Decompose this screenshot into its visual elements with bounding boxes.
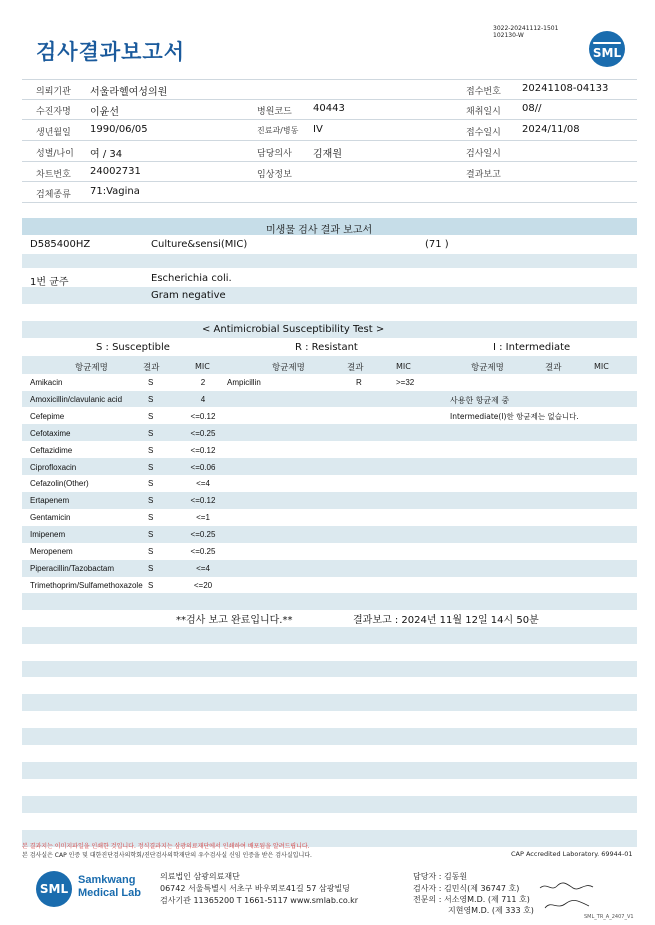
row-band: [22, 560, 637, 577]
mic-value: 4: [200, 394, 206, 404]
divider: [22, 119, 637, 120]
clinical-label: 임상정보: [257, 170, 292, 180]
receipt-no-value: 20241108-04133: [522, 83, 609, 94]
result: S: [148, 445, 154, 455]
specimen-label: 검체종류: [36, 190, 71, 200]
mic-value: <=0.12: [190, 496, 216, 506]
mic-value: <=1: [196, 513, 210, 523]
divider: [22, 79, 637, 80]
staff-specialist: 지현영M.D. (제 333 호): [448, 906, 534, 915]
col-mic: MIC: [195, 362, 210, 371]
mic-value: <=0.25: [190, 428, 216, 438]
row-band: [22, 424, 637, 441]
result: S: [148, 530, 154, 540]
row-band: [22, 287, 637, 304]
print-notice: 본 결과지는 이미지파일을 인쇄한 것입니다. 정식결과지는 삼광의료재단에서 인쇄하여 배포됨을 알려드립니다.: [22, 843, 310, 850]
mic-value: <=0.12: [190, 445, 216, 455]
mic-value: <=0.25: [190, 547, 216, 556]
test-code: D585400HZ: [30, 239, 91, 250]
legend-intermediate: I : Intermediate: [493, 342, 571, 353]
dept-label: 진료과/병동: [257, 126, 299, 135]
legend-susceptible: S : Susceptible: [96, 342, 170, 353]
test-number: (71 ): [425, 239, 449, 250]
drug-name: Ertapenem: [30, 496, 70, 506]
collect-date-label: 채취일시: [466, 107, 501, 117]
col-mic: MIC: [594, 362, 609, 371]
result: S: [148, 563, 154, 573]
row-band: [22, 254, 637, 268]
drug-name: Gentamicin: [30, 513, 71, 523]
row-band: [22, 661, 637, 677]
section-title: 미생물 검사 결과 보고서: [266, 225, 373, 236]
hospital-code-value: 40443: [313, 103, 345, 114]
drug-name: Cefepime: [30, 411, 65, 421]
col-drug: 항균제명: [471, 363, 504, 373]
drug-name: Meropenem: [30, 547, 73, 556]
divider: [22, 161, 637, 162]
drug-name: Amikacin: [30, 378, 63, 387]
drug-name: Cefazolin(Other): [30, 479, 89, 489]
signature-icon: [537, 878, 597, 914]
result: S: [148, 496, 154, 506]
sml-logo: SML: [589, 31, 625, 67]
recipient-value: 이윤선: [90, 107, 119, 118]
mic-value: <=4: [196, 479, 210, 489]
drug-name: Ceftazidime: [30, 445, 73, 455]
result: S: [148, 547, 154, 556]
drug-name: Trimethoprim/Sulfamethoxazole: [30, 580, 143, 590]
address: 06742 서울특별시 서초구 바우뫼로41길 57 삼광빌딩: [160, 884, 350, 893]
drug-name: Amoxicillin/clavulanic acid: [30, 394, 123, 404]
divider: [22, 202, 637, 203]
chart-value: 24002731: [90, 166, 141, 177]
result: S: [148, 580, 154, 590]
result: S: [148, 411, 154, 421]
drug-name: Cefotaxime: [30, 428, 71, 438]
divider: [22, 140, 637, 141]
row-band: [22, 728, 637, 745]
result: S: [148, 428, 154, 438]
report-title: 검사결과보고서: [36, 40, 186, 64]
drug-name: Ampicillin: [227, 378, 261, 387]
ast-title: < Antimicrobial Susceptibility Test >: [202, 324, 385, 335]
row-band: [22, 694, 637, 711]
result: R: [356, 378, 362, 387]
doctor-value: 김재원: [313, 149, 342, 160]
drug-name: Piperacillin/Tazobactam: [30, 563, 115, 573]
receipt-date-value: 2024/11/08: [522, 124, 580, 135]
document-id: 3022-20241112-1501 102130-W: [493, 25, 559, 39]
result: S: [148, 479, 154, 489]
result: S: [148, 462, 154, 472]
birth-value: 1990/06/05: [90, 124, 148, 135]
sex-age-label: 성별/나이: [36, 149, 74, 159]
foundation-name: 의료법인 삼광의료재단: [160, 872, 240, 881]
drug-name: Ciprofloxacin: [30, 462, 77, 472]
collect-date-value: 08//: [522, 103, 542, 114]
result: S: [148, 394, 154, 404]
mic-value: >=32: [396, 378, 415, 387]
divider: [22, 99, 637, 100]
sml-footer-logo: SML: [36, 871, 72, 907]
intermediate-note: Intermediate(I)한 항균제는 없습니다.: [450, 412, 579, 421]
hospital-label: 의뢰기관: [36, 87, 71, 97]
staff-tester: 검사자 : 김민식(제 36747 호): [413, 884, 520, 893]
dept-value: IV: [313, 124, 323, 135]
receipt-no-label: 접수번호: [466, 87, 501, 97]
report-time: 결과보고 : 2024년 11월 12일 14시 50분: [353, 615, 539, 626]
cap-accreditation: CAP Accredited Laboratory. 69944-01: [511, 850, 633, 858]
col-result: 결과: [545, 363, 562, 373]
row-band: [22, 762, 637, 779]
birth-label: 생년월일: [36, 128, 71, 138]
form-code: SML_TR_A_2407_V1: [584, 914, 634, 920]
hospital-code-label: 병원코드: [257, 107, 292, 117]
hospital-value: 서울라헬여성의원: [90, 87, 168, 98]
mic-value: 2: [200, 378, 206, 387]
organism-name: Escherichia coli.: [151, 273, 232, 284]
legend-resistant: R : Resistant: [295, 342, 358, 353]
contact: 검사기관 11365200 T 1661-5117 www.smlab.co.kr: [160, 896, 359, 905]
company-name: Samkwang Medical Lab: [78, 874, 141, 899]
recipient-label: 수진자명: [36, 107, 71, 117]
certification-notice: 본 검사실은 CAP 인증 및 대한진단검사의학회/진단검사의학재단의 우수검사실 신임 인증을 받은 검사실입니다.: [22, 852, 312, 859]
mic-value: <=20: [193, 580, 213, 590]
row-band: [22, 796, 637, 813]
col-result: 결과: [143, 363, 160, 373]
divider: [22, 181, 637, 182]
doctor-label: 담당의사: [257, 149, 292, 159]
test-name: Culture&sensi(MIC): [151, 239, 248, 250]
mic-value: <=0.25: [190, 530, 216, 540]
col-drug: 항균제명: [75, 363, 108, 373]
result: S: [148, 378, 154, 387]
intermediate-note: 사용한 항균제 중: [450, 396, 510, 405]
col-drug: 항균제명: [272, 363, 305, 373]
mic-value: <=4: [196, 563, 210, 573]
staff-specialist: 전문의 : 서소영M.D. (제 711 호): [413, 895, 530, 904]
specimen-value: 71:Vagina: [90, 186, 140, 197]
row-band: [22, 492, 637, 509]
sex-age-value: 여 / 34: [90, 149, 123, 160]
result: S: [148, 513, 154, 523]
test-date-label: 검사일시: [466, 149, 501, 159]
col-mic: MIC: [396, 362, 411, 371]
row-band: [22, 627, 637, 644]
mic-value: <=0.12: [190, 411, 216, 421]
drug-name: Imipenem: [30, 530, 66, 540]
organism-label: 1번 균주: [30, 277, 69, 288]
gram-stain: Gram negative: [151, 290, 226, 301]
receipt-date-label: 접수일시: [466, 128, 501, 138]
report-label: 결과보고: [466, 170, 501, 180]
mic-value: <=0.06: [190, 462, 216, 472]
row-band: [22, 593, 637, 610]
chart-label: 차트번호: [36, 170, 71, 180]
col-result: 결과: [347, 363, 364, 373]
row-band: [22, 526, 637, 543]
completion-message: **검사 보고 완료입니다.**: [176, 615, 293, 626]
staff-manager: 담당자 : 김동원: [413, 872, 468, 881]
row-band: [22, 458, 637, 475]
